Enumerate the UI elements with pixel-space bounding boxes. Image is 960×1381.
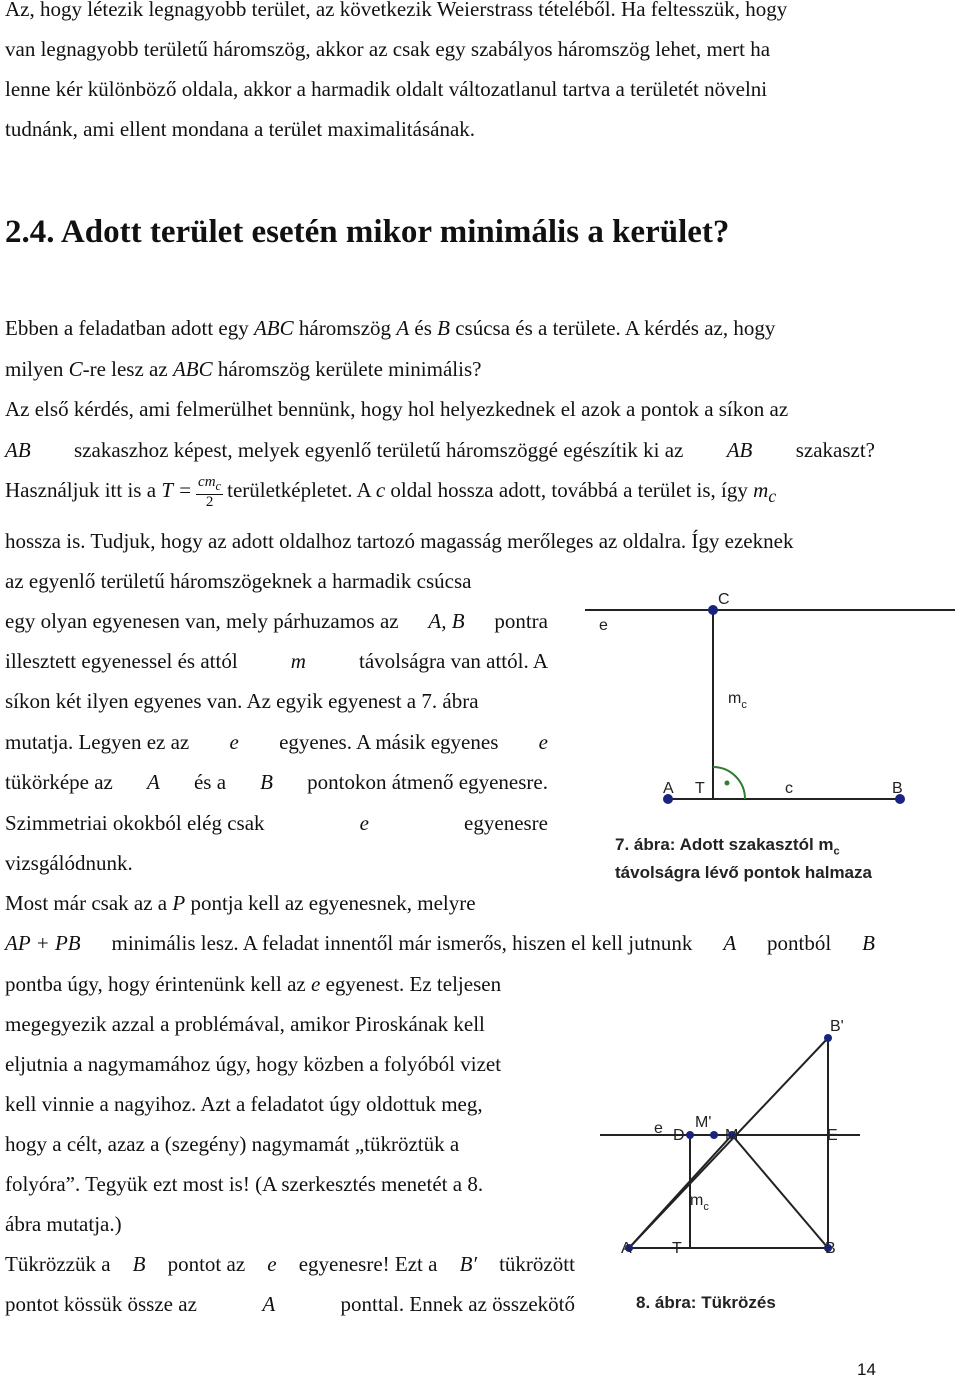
- label-mc: $m_c$: [690, 1192, 709, 1213]
- text-line: Használjuk itt is a T = $\frac{cm_c}{2}$ területképletet. A c oldal hossza adott, továbbá a terület is, így $m_c$: [5, 473, 777, 510]
- text-line: hogy a célt, azaz a (szegény) nagymamát „tükröztük a: [5, 1132, 460, 1156]
- text-line: illesztett egyenessel és attól m távolságra van attól. A: [5, 649, 548, 673]
- right-angle-dot: [725, 781, 730, 786]
- text-line: hossza is. Tudjuk, hogy az adott oldalhoz tartozó magasság merőleges az oldalra. Így ezeknek: [5, 529, 794, 553]
- text-line: ábra mutatja.): [5, 1212, 122, 1236]
- text-line: folyóra”. Tegyük ezt most is! (A szerkesztés menetét a 8.: [5, 1172, 484, 1196]
- point-c: [708, 605, 718, 615]
- figure-8-diagram: [600, 1003, 860, 1263]
- text-line: AB szakaszhoz képest, melyek egyenlő területű háromszöggé egészítik ki az AB szakaszt?: [5, 438, 875, 462]
- text-line: tudnánk, ami ellent mondana a terület maximalitásának.: [5, 117, 476, 141]
- text-line: Szimmetriai okokból elég csak e egyenesre: [5, 811, 548, 835]
- section-heading: 2.4. Adott terület esetén mikor minimális a kerület?: [5, 214, 730, 250]
- label-t: T: [695, 780, 705, 797]
- text-line: Tükrözzük a B pontot az e egyenesre! Ezt a B′ tükrözött: [5, 1252, 575, 1276]
- text-line: tükörképe az A és a B pontokon átmenő egyenesre.: [5, 770, 548, 794]
- label-c: C: [718, 591, 730, 608]
- label-a: A: [663, 780, 674, 797]
- text-line: pontot kössük össze az A ponttal. Ennek az összekötő: [5, 1292, 575, 1316]
- point-bp: [824, 1034, 832, 1042]
- text-line: eljutnia a nagymamához úgy, hogy közben a folyóból vizet: [5, 1052, 502, 1076]
- label-e: e: [654, 1120, 663, 1137]
- figure-7-caption: 7. ábra: Adott szakasztól $m_c$ távolságra lévő pontok halmaza: [615, 835, 872, 883]
- label-d: D: [673, 1127, 685, 1144]
- text-line: AP + PB minimális lesz. A feladat innentől már ismerős, hiszen el kell jutnunk A pontból B: [5, 931, 875, 955]
- label-b: B: [892, 780, 903, 797]
- label-m: M: [725, 1127, 739, 1144]
- label-mp: M': [695, 1114, 712, 1131]
- figure-8-caption: 8. ábra: Tükrözés: [636, 1293, 776, 1312]
- text-line: kell vinnie a nagyihoz. Azt a feladatot úgy oldottuk meg,: [5, 1092, 483, 1116]
- text-line: az egyenlő területű háromszögeknek a harmadik csúcsa: [5, 569, 472, 593]
- text-line: megegyezik azzal a problémával, amikor Piroskának kell: [5, 1012, 485, 1036]
- segment-am: [629, 1135, 732, 1248]
- text-line: van legnagyobb területű háromszög, akkor az csak egy szabályos háromszög lehet, mert ha: [5, 37, 771, 61]
- text-line: Az első kérdés, ami felmerülhet bennünk, hogy hol helyezkednek el azok a pontok a síkon az: [5, 397, 789, 421]
- label-e: e: [599, 617, 608, 634]
- label-t: T: [672, 1240, 682, 1257]
- text-line: vizsgálódnunk.: [5, 851, 133, 875]
- segment-mb: [732, 1135, 828, 1248]
- text-line: síkon két ilyen egyenes van. Az egyik egyenest a 7. ábra: [5, 689, 479, 713]
- label-c-side: c: [785, 780, 793, 797]
- point-d: [686, 1131, 694, 1139]
- text-line: lenne kér különböző oldala, akkor a harmadik oldalt változatlanul tartva a területét növelni: [5, 77, 768, 101]
- label-bp: B': [830, 1018, 844, 1035]
- label-e-point: E: [827, 1127, 838, 1144]
- text-line: Ebben a feladatban adott egy ABC háromszög A és B csúcsa és a területe. A kérdés az, hogy: [5, 316, 776, 340]
- text-line: mutatja. Legyen ez az e egyenes. A másik egyenes e: [5, 730, 548, 754]
- page-number: 14: [857, 1360, 876, 1379]
- label-a: A: [621, 1240, 632, 1257]
- point-mp: [710, 1131, 718, 1139]
- label-mc: $m_c$: [728, 690, 747, 711]
- area-formula: $\frac{cm_c}{2}$: [198, 473, 222, 510]
- text-line: Most már csak az a P pontja kell az egyenesnek, melyre: [5, 891, 476, 915]
- text-line: Az, hogy létezik legnagyobb terület, az következik Weierstrass tételéből. Ha feltesszük, hogy: [5, 0, 788, 21]
- figure-7-diagram: [585, 575, 955, 815]
- label-b: B: [825, 1240, 836, 1257]
- text-line: milyen C-re lesz az ABC háromszög kerülete minimális?: [5, 357, 482, 381]
- text-line: pontba úgy, hogy érintenünk kell az e egyenest. Ez teljesen: [5, 972, 502, 996]
- text-line: egy olyan egyenesen van, mely párhuzamos az A, B pontra: [5, 609, 548, 633]
